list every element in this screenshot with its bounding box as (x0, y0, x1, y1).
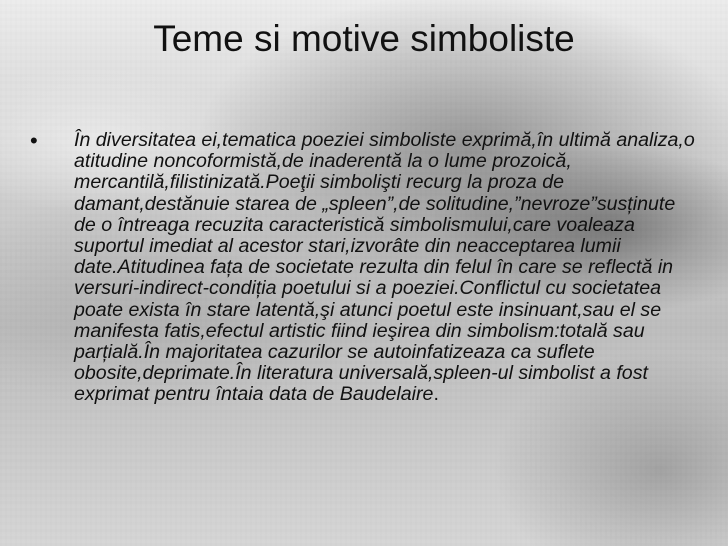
bullet-dot-icon: • (30, 128, 38, 153)
bullet-paragraph (74, 130, 700, 406)
bullet-item (30, 130, 700, 406)
bullet-paragraph-period: . (433, 383, 439, 406)
slide-title: Teme si motive simboliste (153, 18, 575, 59)
bullet-paragraph-body: În diversitatea ei,tematica poeziei simboliste exprimă,în ultimă analiza,o atitudine noncoformistă,de inaderentă la o lume prozoică, mercantilă,filistinizată.Poeţii simbolişti recurg la proza de damant,destănuie starea de „spleen”,de solitudine,”nevroze”susținute de o întreaga recuzita caracteristică simbolismului,care voaleaza suportul imediat al acestor stari,izvorâte din neacceptarea lumii date.Atitudinea fața de societate rezulta din felul în care se reflectă in versuri-indirect-condiția poetului si a poeziei.Conflictul cu societatea poate exista în stare latentă,şi atunci poetul este insinuant,sau el se manifesta fatis,efectul artistic fiind ieşirea din simbolism:totală sau parțială.În majoritatea cazurilor se autoinfatizeaza ca suflete obosite,deprimate.În literatura universală,spleen-ul simbolist a fost exprimat pentru întaia data de Baudelaire (74, 129, 695, 406)
bullet-list (30, 130, 700, 406)
